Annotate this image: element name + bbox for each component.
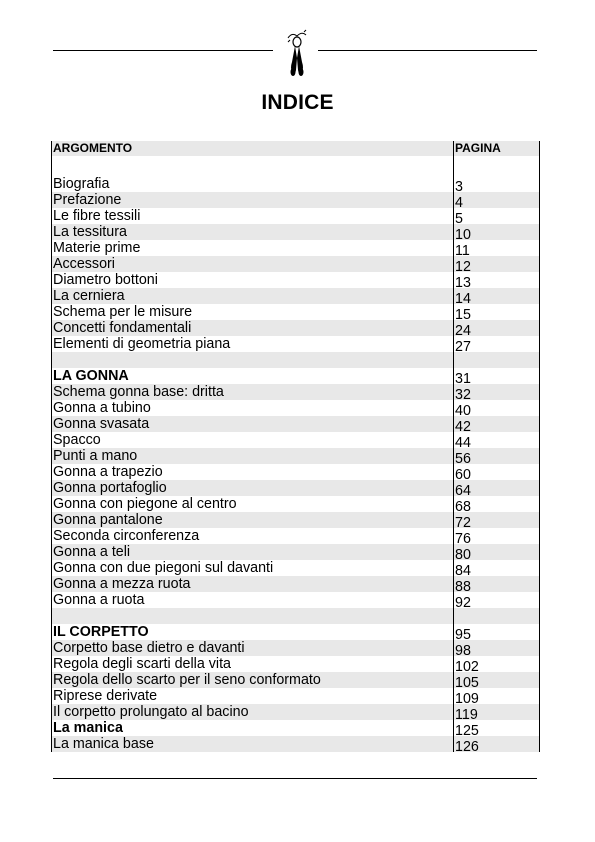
row-topic: Biografia xyxy=(53,176,110,192)
table-row xyxy=(52,560,539,579)
row-topic: Gonna con due piegoni sul davanti xyxy=(53,560,274,576)
row-topic: La tessitura xyxy=(53,224,127,240)
table-row xyxy=(52,320,539,339)
row-topic: Spacco xyxy=(53,432,101,448)
row-topic: Le fibre tessili xyxy=(53,208,141,224)
row-page: 10 xyxy=(453,224,539,240)
row-page: 40 xyxy=(453,400,539,416)
row-page: 56 xyxy=(453,448,539,464)
header-rule-right xyxy=(318,50,537,51)
table-row xyxy=(52,432,539,451)
table-section-row xyxy=(52,720,539,739)
row-topic: Gonna pantalone xyxy=(53,512,163,528)
table-section-row xyxy=(52,368,539,387)
row-page: 15 xyxy=(453,304,539,320)
header-rule-left xyxy=(53,50,273,51)
row-topic: Prefazione xyxy=(53,192,122,208)
table-row xyxy=(52,736,539,755)
table-row xyxy=(52,240,539,259)
row-page: 3 xyxy=(453,176,539,192)
header-topic: ARGOMENTO xyxy=(53,141,133,155)
table-spacer-row xyxy=(52,156,539,176)
row-page: 42 xyxy=(453,416,539,432)
table-row xyxy=(52,704,539,723)
row-topic: Schema per le misure xyxy=(53,304,193,320)
table-row xyxy=(52,384,539,403)
row-page: 68 xyxy=(453,496,539,512)
row-topic: La manica base xyxy=(53,736,154,752)
row-topic: Gonna svasata xyxy=(53,416,150,432)
row-topic: Seconda circonferenza xyxy=(53,528,200,544)
table-row xyxy=(52,336,539,355)
table-row xyxy=(52,656,539,675)
row-page: 119 xyxy=(453,704,539,720)
table-section-row xyxy=(52,624,539,643)
row-topic: Punti a mano xyxy=(53,448,138,464)
row-page: 64 xyxy=(453,480,539,496)
table-row xyxy=(52,208,539,227)
row-topic: Gonna a ruota xyxy=(53,592,145,608)
table-row xyxy=(52,688,539,707)
table-row xyxy=(52,640,539,659)
row-page: 109 xyxy=(453,688,539,704)
section-title: IL CORPETTO xyxy=(53,624,149,640)
row-page: 13 xyxy=(453,272,539,288)
table-row xyxy=(52,672,539,691)
row-topic: Gonna a mezza ruota xyxy=(53,576,191,592)
row-topic: Corpetto base dietro e davanti xyxy=(53,640,245,656)
table-row xyxy=(52,224,539,243)
index-table xyxy=(51,141,540,755)
table-row xyxy=(52,272,539,291)
footer-rule xyxy=(53,778,537,779)
table-spacer-row xyxy=(52,608,539,624)
table-row xyxy=(52,480,539,499)
header-page: PAGINA xyxy=(453,141,539,156)
tailor-scissors-icon xyxy=(282,28,312,82)
row-page: 44 xyxy=(453,432,539,448)
table-row xyxy=(52,304,539,323)
row-topic: Elementi di geometria piana xyxy=(53,336,231,352)
table-row xyxy=(52,192,539,211)
section-title: LA GONNA xyxy=(53,368,129,384)
row-page: 27 xyxy=(453,336,539,352)
row-topic: Accessori xyxy=(53,256,115,272)
row-page: 80 xyxy=(453,544,539,560)
row-page: 32 xyxy=(453,384,539,400)
row-topic: Diametro bottoni xyxy=(53,272,158,288)
row-page: 95 xyxy=(453,624,539,640)
row-page: 98 xyxy=(453,640,539,656)
table-spacer-row xyxy=(52,352,539,368)
row-topic: Gonna portafoglio xyxy=(53,480,167,496)
table-row xyxy=(52,496,539,515)
row-page: 5 xyxy=(453,208,539,224)
row-topic: Schema gonna base: dritta xyxy=(53,384,224,400)
row-topic: Il corpetto prolungato al bacino xyxy=(53,704,249,720)
row-page: 126 xyxy=(453,736,539,752)
table-row xyxy=(52,176,539,195)
table-row xyxy=(52,512,539,531)
table-header-row xyxy=(52,141,539,156)
row-page: 92 xyxy=(453,592,539,608)
row-page: 72 xyxy=(453,512,539,528)
table-row xyxy=(52,528,539,547)
row-page: 4 xyxy=(453,192,539,208)
table-row xyxy=(52,464,539,483)
section-title: La manica xyxy=(53,720,123,736)
row-topic: Regola dello scarto per il seno conformato xyxy=(53,672,321,688)
table-row xyxy=(52,416,539,435)
row-page: 105 xyxy=(453,672,539,688)
row-page: 102 xyxy=(453,656,539,672)
row-topic: Gonna con piegone al centro xyxy=(53,496,237,512)
row-page: 31 xyxy=(453,368,539,384)
row-page: 76 xyxy=(453,528,539,544)
table-row xyxy=(52,448,539,467)
row-topic: Materie prime xyxy=(53,240,141,256)
row-topic: La cerniera xyxy=(53,288,125,304)
row-page: 125 xyxy=(453,720,539,736)
row-page: 24 xyxy=(453,320,539,336)
row-topic: Gonna a teli xyxy=(53,544,131,560)
row-page: 84 xyxy=(453,560,539,576)
row-topic: Riprese derivate xyxy=(53,688,158,704)
row-page: 88 xyxy=(453,576,539,592)
row-page: 11 xyxy=(453,240,539,256)
table-row xyxy=(52,592,539,611)
row-topic: Gonna a trapezio xyxy=(53,464,163,480)
table-row xyxy=(52,400,539,419)
row-topic: Concetti fondamentali xyxy=(53,320,192,336)
page-title: INDICE xyxy=(261,91,334,114)
table-row xyxy=(52,288,539,307)
table-row xyxy=(52,544,539,563)
row-page: 60 xyxy=(453,464,539,480)
table-row xyxy=(52,256,539,275)
row-topic: Gonna a tubino xyxy=(53,400,151,416)
table-row xyxy=(52,576,539,595)
row-page: 12 xyxy=(453,256,539,272)
row-topic: Regola degli scarti della vita xyxy=(53,656,232,672)
row-page: 14 xyxy=(453,288,539,304)
